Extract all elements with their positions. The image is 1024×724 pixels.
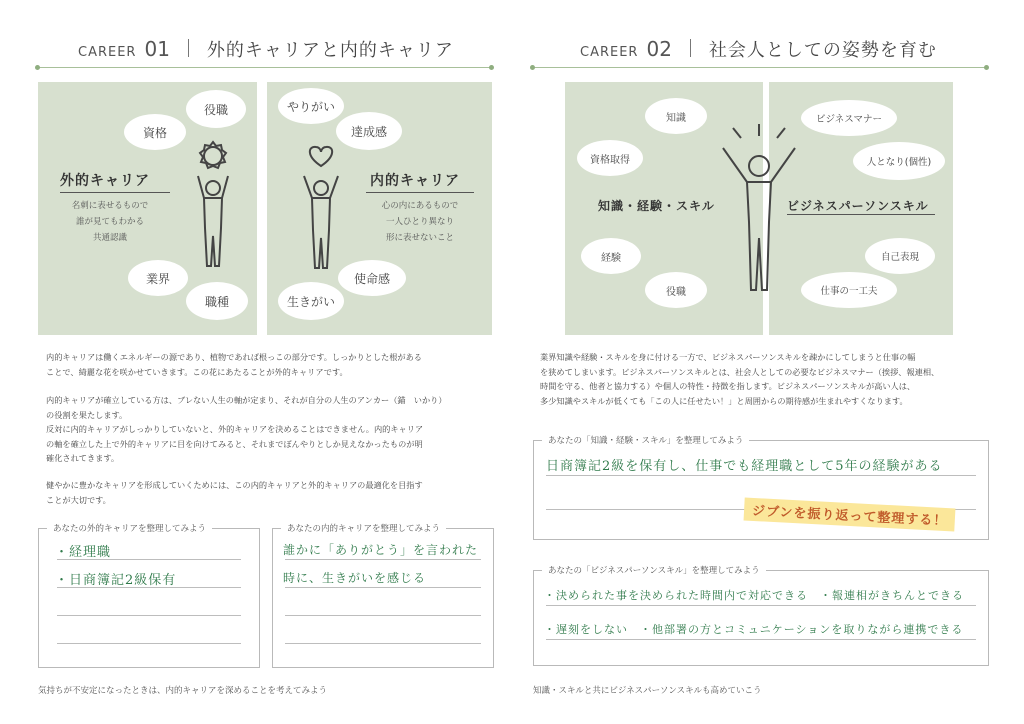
writing-line: [546, 475, 976, 476]
outer-underline: [60, 192, 170, 193]
header-separator: [690, 39, 691, 57]
handwritten-entry: 誰かに「ありがとう」を言われた: [283, 543, 479, 557]
worksheet-label: あなたの「ビジネスパーソンスキル」を整理してみよう: [542, 564, 766, 576]
inner-description: 心の内にあるもので 一人ひとり異なり 形に表せないこと: [381, 201, 459, 243]
writing-line: [57, 615, 241, 616]
paragraph-anchor: 内的キャリアが確立している方は、ブレない人生の軸が定まり、それが自分の人生のアンカー（錨 いかり） の役割を果たします。 反対に内的キャリアがしっかりしていないと、外的キャリアを決めることはできません。内的キャリア の軸を確立した上で外的キャリアに目を向けてみると、それまでぼんやりとしか見えなかったものが明 確化されてきます。: [46, 395, 447, 463]
handwritten-entry: ・遅刻をしない ・他部署の方とコミュニケーションを取りながら連携できる: [544, 623, 964, 636]
paragraph-business: 業界知識や経験・スキルを身に付ける一方で、ビジネスパーソンスキルを疎かにしてしまうと仕事の幅 を狭めてしまいます。ビジネスパーソンスキルとは、社会人としての必要なビジネスマナー（挨拶、報連相、 時間を守る、他者と協力する）や個人の特性・持徴を指します。ビジネスパーソンスキルが高い人は、 多少知識やスキルが低くても「この人に任せたい！」と周囲からの期待感が生まれやすくなります。: [540, 352, 940, 406]
inner-career-label: 内的キャリア: [370, 173, 460, 189]
rule-dot: [984, 65, 989, 70]
bubble-inner-0: やりがい: [278, 88, 344, 124]
bubble-business-3: 仕事の一工夫: [801, 272, 897, 308]
person-heart-icon: [296, 144, 346, 272]
bubble-outer-3: 職種: [186, 282, 248, 320]
writing-line: [285, 615, 481, 616]
handwritten-entry: ・決められた事を決められた時間内で対応できる ・報連相がきちんとできる: [544, 589, 964, 602]
bubble-skill-1: 資格取得: [577, 140, 643, 176]
writing-line: [546, 605, 976, 606]
rule-dot: [530, 65, 535, 70]
bubble-business-1: 人となり(個性): [853, 142, 945, 180]
skill-label: 知識・経験・スキル: [598, 199, 715, 213]
career-label: CAREER: [78, 45, 137, 60]
handwritten-entry: ・経理職: [55, 545, 112, 560]
business-skill-label: ビジネスパーソンスキル: [787, 199, 929, 213]
writing-line: [546, 639, 976, 640]
bubble-inner-1: 達成感: [336, 112, 402, 150]
left-footer-note: 気持ちが不安定になったときは、内的キャリアを深めることを考えてみよう: [38, 686, 328, 696]
bubble-outer-1: 資格: [124, 114, 186, 150]
worksheet-label: あなたの「知識・経験・スキル」を整理してみよう: [542, 434, 749, 446]
handwritten-entry: ・日商簿記2級保有: [55, 573, 177, 588]
handwritten-entry: 時に、生きがいを感じる: [283, 571, 427, 585]
writing-line: [285, 643, 481, 644]
sticky-note-highlight: ジブンを振り返って整理する！: [744, 497, 956, 531]
writing-line: [285, 587, 481, 588]
paragraph-conclusion: 健やかに豊かなキャリアを形成していくためには、この内的キャリアと外的キャリアの最適化を目指す ことが大切です。: [46, 480, 423, 505]
career-label: CAREER: [580, 45, 639, 60]
bubble-skill-0: 知識: [645, 98, 707, 134]
bubble-inner-3: 生きがい: [278, 282, 344, 320]
career-illustration-panel: [38, 82, 492, 335]
outer-career-worksheet: [38, 524, 260, 668]
left-header: [78, 36, 454, 60]
bubble-skill-2: 経験: [581, 238, 641, 274]
panel-divider: [257, 82, 267, 335]
bubble-business-0: ビジネスマナー: [801, 100, 897, 136]
right-footer-note: 知識・スキルと共にビジネスパーソンスキルも高めていこう: [533, 686, 762, 696]
career-number: 02: [646, 37, 672, 61]
handwritten-entry: 日商簿記2級を保有し、仕事でも経理職として5年の経験がある: [546, 459, 943, 474]
right-header: [580, 36, 937, 60]
person-medal-icon: [188, 140, 238, 270]
bubble-business-2: 自己表現: [865, 238, 935, 274]
header-rule: [533, 67, 987, 68]
bubble-outer-2: 業界: [128, 260, 188, 296]
header-rule: [38, 67, 492, 68]
bubble-inner-2: 使命感: [338, 260, 406, 296]
worksheet-label: あなたの内的キャリアを整理してみよう: [281, 522, 446, 534]
page-title: 外的キャリアと内的キャリア: [206, 40, 454, 61]
career-number: 01: [144, 37, 170, 61]
worksheet-label: あなたの外的キャリアを整理してみよう: [47, 522, 212, 534]
page-title: 社会人としての姿勢を育む: [708, 40, 937, 61]
header-separator: [188, 39, 189, 57]
writing-line: [285, 559, 481, 560]
inner-underline: [366, 192, 474, 193]
business-worksheet: [533, 566, 989, 666]
skill-worksheet: [533, 436, 989, 540]
business-underline: [787, 214, 935, 215]
writing-line: [57, 643, 241, 644]
rule-dot: [35, 65, 40, 70]
bubble-skill-3: 役職: [645, 272, 707, 308]
outer-career-label: 外的キャリア: [60, 173, 150, 189]
rule-dot: [489, 65, 494, 70]
bubble-outer-0: 役職: [186, 90, 246, 128]
outer-description: 名刺に表せるもので 誰が見てもわかる 共通認識: [71, 201, 149, 243]
paragraph-intro: 内的キャリアは働くエネルギーの源であり、植物であれば根っこの部分です。しっかりとした根がある ことで、綺麗な花を咲かせていきます。この花にあたることが外的キャリアです。: [46, 352, 422, 377]
inner-career-worksheet: [272, 524, 494, 668]
skill-illustration-panel: [565, 82, 953, 335]
